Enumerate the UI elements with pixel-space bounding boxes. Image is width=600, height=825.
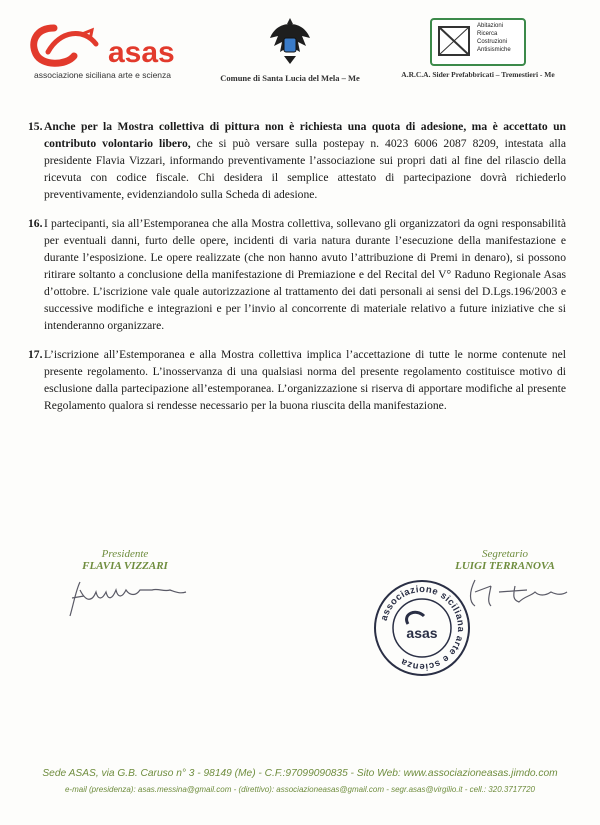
letterhead	[0, 14, 600, 84]
asas-wordmark: asas	[108, 36, 175, 69]
association-stamp	[372, 578, 472, 678]
arca-block	[378, 18, 578, 79]
regulation-item-16	[28, 215, 566, 334]
item-number: 16.	[28, 217, 43, 230]
arca-logo	[430, 18, 526, 66]
arca-line-3: Costruzioni	[477, 39, 508, 45]
stamp-ring-text: associazione siciliana arte e scienza	[378, 583, 467, 673]
item-number: 15.	[28, 120, 43, 133]
arca-line-1: Abitazioni	[477, 23, 504, 29]
regulation-body	[28, 118, 566, 426]
arca-line-2: Ricerca	[477, 31, 498, 37]
item-bold-text: Anche per la Mostra collettiva di pittura non è richiesta una quota di adesione, ma è accettato un contributo volontario libero,	[44, 120, 566, 150]
item-text: I partecipanti, sia all’Estemporanea che alla Mostra collettiva, sollevano gli organizzatori da ogni responsabilità per eventuali danni, furto delle opere, incidenti di varia natura durante l’esecuzione della manifestazione e durante l’esposizione. Le opere realizzate (che non hanno avuto l’attribuzione di Premi in denaro), si possono ritirare soltanto a conclusione della manifestazione di Premiazione e del Recital del V° Raduno Regionale Asas d’ottobre. L’iscrizione vale quale autorizzazione al trattamento dei dati personali ai sensi del D.Lgs.196/2003 e successive modifiche e integrazioni e per l’invio al concorrente di materiale relativo a future iniziative che si intenderanno organizzare.	[44, 217, 566, 332]
item-text: L’iscrizione all’Estemporanea e alla Mostra collettiva implica l’accettazione di tutte le norme contenute nel presente regolamento. L’inosservanza di una qualsiasi norma del presente regolamento costituisce motivo di esclusione dalla partecipazione all’estemporanea. L’organizzazione si riserva di apportare modifiche al presente Regolamento qualora si rendesse necessario per la buona riuscita della manifestazione.	[44, 348, 566, 412]
item-text	[44, 118, 566, 203]
president-signature-block	[40, 548, 210, 627]
asas-logo	[26, 22, 206, 86]
arca-line-4: Antisismiche	[477, 47, 511, 53]
building-icon	[435, 21, 475, 61]
comune-block	[205, 16, 375, 83]
arca-caption: A.R.C.A. Sider Prefabbricati – Tremestieri - Me	[401, 70, 555, 79]
eagle-crest-icon	[268, 16, 312, 66]
president-role: Presidente	[101, 548, 149, 560]
regulation-item-15	[28, 118, 566, 203]
asas-tagline: associazione siciliana arte e scienza	[34, 70, 172, 80]
footer-address: Sede ASAS, via G.B. Caruso n° 3 - 98149 (Me) - C.F.:97099090835 - Sito Web: www.associazioneasas.jimdo.com	[42, 768, 558, 779]
item-number: 17.	[28, 348, 43, 361]
stamp-center-text: asas	[406, 625, 438, 641]
president-name: FLAVIA VIZZARI	[82, 560, 168, 572]
asas-logo-mark	[26, 22, 206, 70]
footer	[0, 768, 600, 794]
secretary-name: LUIGI TERRANOVA	[455, 560, 555, 572]
item-plain-text: che si può versare sulla postepay n. 4023 6006 2087 8209, intestata alla presidente Flavia Vizzari, informando preventivamente l’associazione sui propri dati al fine del rilascio della ricevuta con codice fiscale. Chi desidera il semplice attestato di partecipazione dovrà richiederlo preventivamente, evidenziandolo sulla Scheda di adesione.	[44, 137, 566, 201]
footer-contacts: e-mail (presidenza): asas.messina@gmail.com - (direttivo): associazioneasas@gmail.com - segr.asas@virgilio.it - cell.: 320.3717720	[64, 785, 536, 794]
president-handwritten-signature	[40, 572, 190, 622]
regulation-item-17	[28, 346, 566, 414]
comune-caption: Comune di Santa Lucia del Mela – Me	[220, 73, 360, 83]
secretary-role: Segretario	[481, 548, 529, 560]
